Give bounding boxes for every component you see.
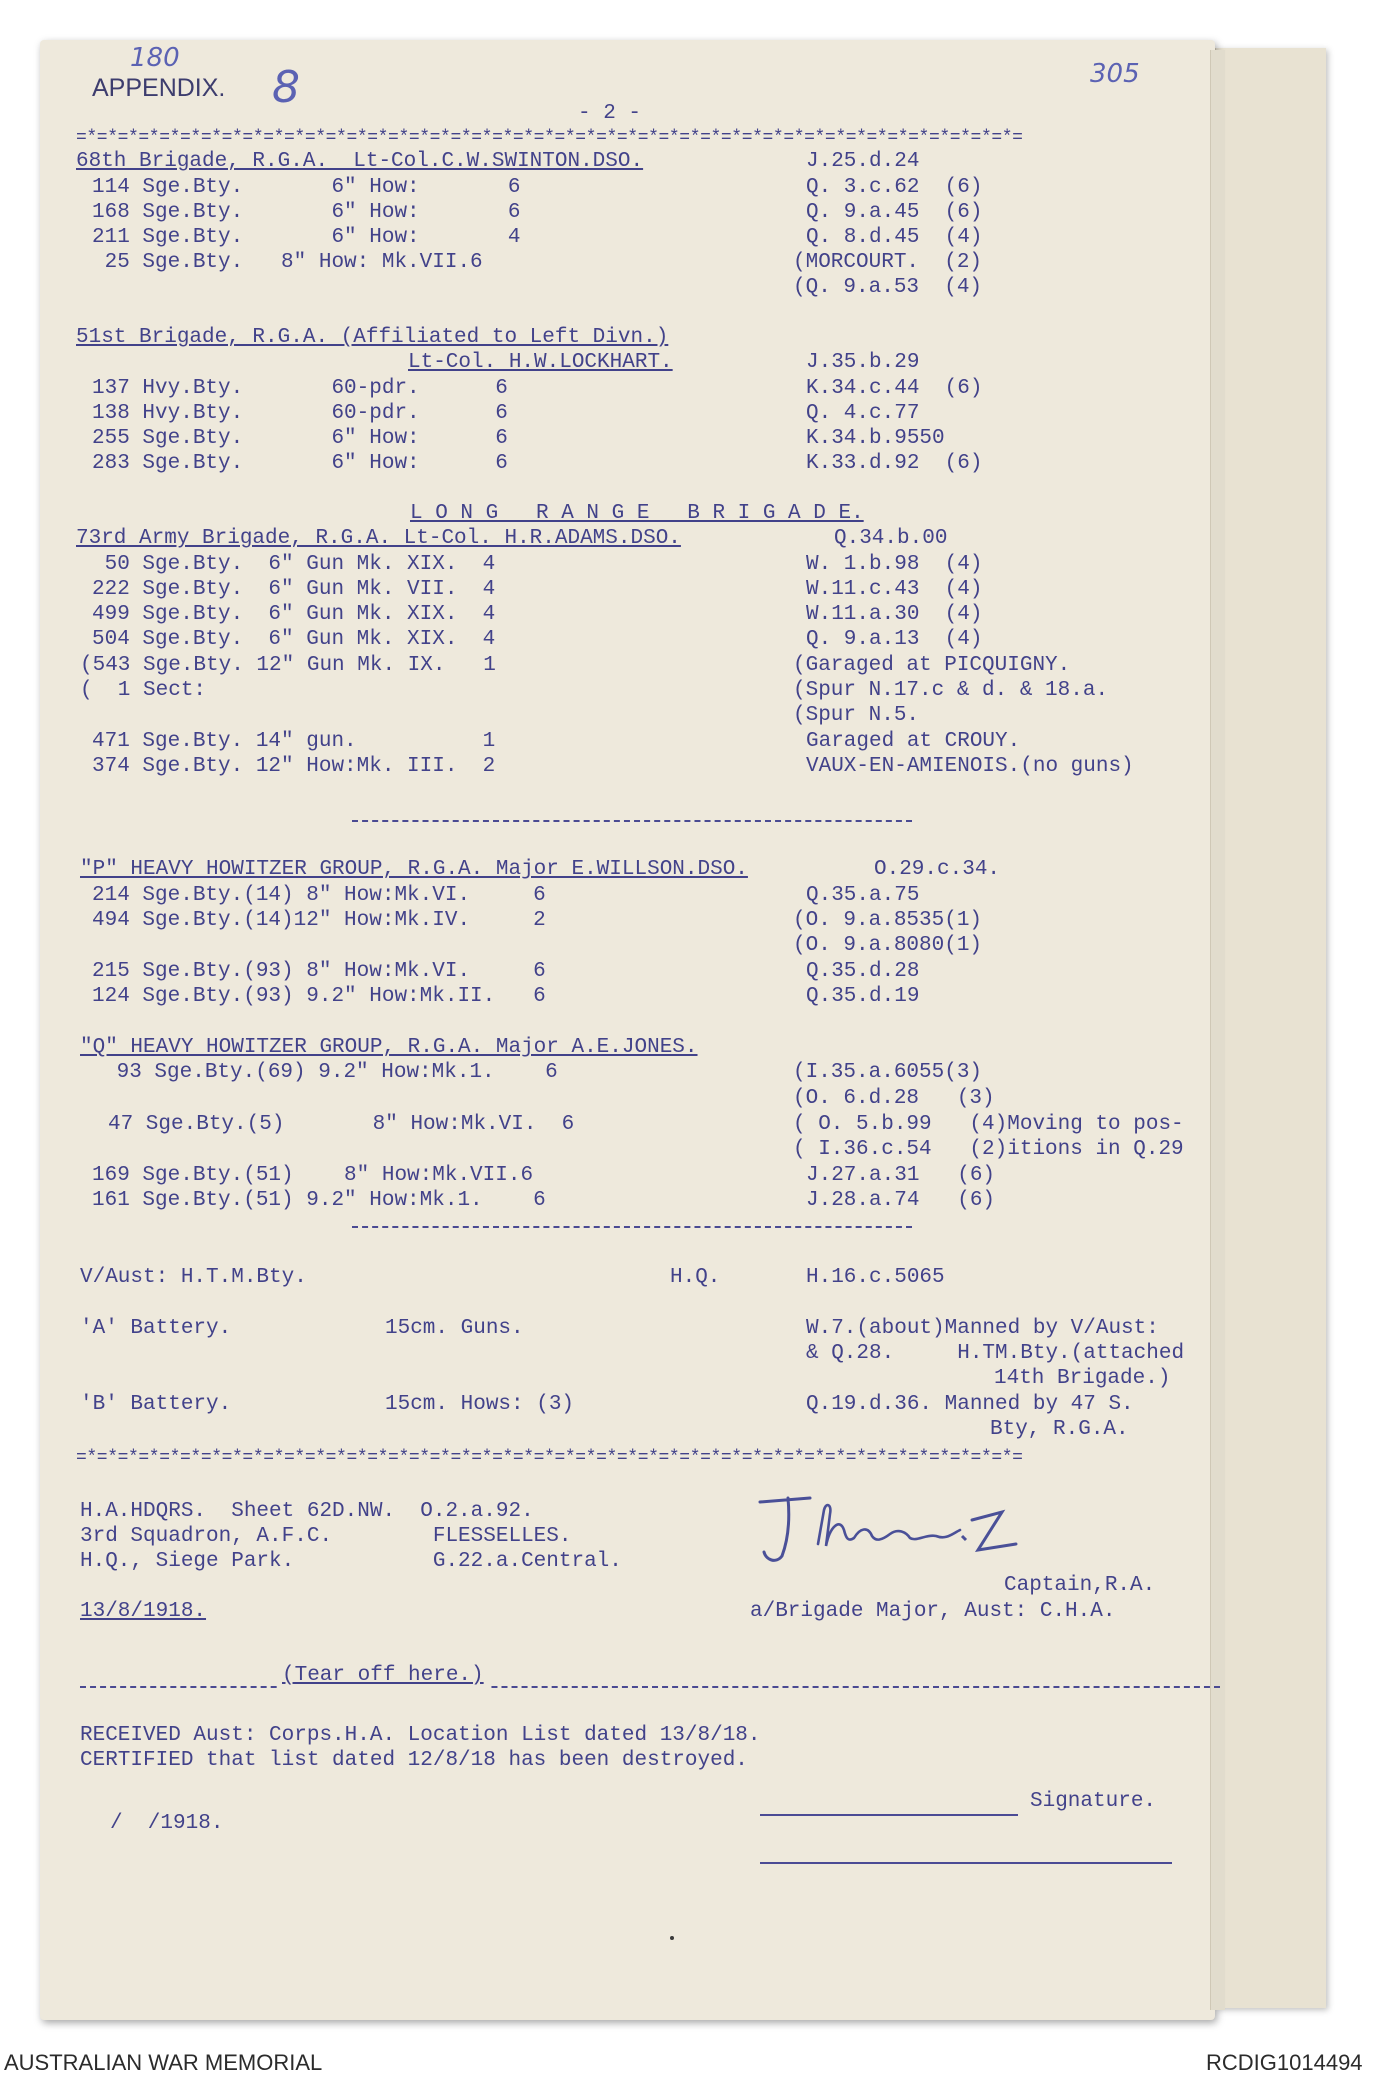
q-group-heading: "Q" HEAVY HOWITZER GROUP, R.G.A. Major A.E.JONES. xyxy=(80,1036,698,1059)
battery-row: 471 Sge.Bty. 14" gun. 1 xyxy=(92,730,496,753)
hq-address-line: H.Q., Siege Park. G.22.a.Central. xyxy=(80,1550,622,1573)
appendix-number-handwritten: 8 xyxy=(272,62,300,113)
battery-row: 168 Sge.Bty. 6" How: 6 xyxy=(92,201,521,224)
battery-location: (MORCOURT. (2) xyxy=(793,251,983,274)
battery-location: ( I.36.c.54 (2)itions in Q.29 xyxy=(793,1138,1184,1161)
htm-hq-label: H.Q. xyxy=(670,1266,721,1289)
appendix-label: APPENDIX. xyxy=(92,74,226,102)
battery-row: 124 Sge.Bty.(93) 9.2" How:Mk.II. 6 xyxy=(92,985,546,1008)
signatory-role: a/Brigade Major, Aust: C.H.A. xyxy=(750,1600,1116,1623)
battery-row: (543 Sge.Bty. 12" Gun Mk. IX. 1 xyxy=(80,654,496,677)
signature-blank-line xyxy=(760,1862,1172,1864)
b-battery-location: Bty, R.G.A. xyxy=(990,1418,1129,1441)
battery-row: 283 Sge.Bty. 6" How: 6 xyxy=(92,452,508,475)
battery-row: 499 Sge.Bty. 6" Gun Mk. XIX. 4 xyxy=(92,603,496,626)
battery-row: 137 Hvy.Bty. 60-pdr. 6 xyxy=(92,377,508,400)
battery-row: 494 Sge.Bty.(14)12" How:Mk.IV. 2 xyxy=(92,909,546,932)
certified-line: CERTIFIED that list dated 12/8/18 has been destroyed. xyxy=(80,1749,748,1772)
battery-row: 214 Sge.Bty.(14) 8" How:Mk.VI. 6 xyxy=(92,884,546,907)
battery-row: ( 1 Sect: xyxy=(80,679,207,702)
battery-row: 255 Sge.Bty. 6" How: 6 xyxy=(92,427,508,450)
tear-off-label: (Tear off here.) xyxy=(278,1664,488,1688)
battery-location: VAUX-EN-AMIENOIS.(no guns) xyxy=(806,755,1134,778)
archive-record-id: RCDIG1014494 xyxy=(1206,2050,1363,2075)
battery-location: (Q. 9.a.53 (4) xyxy=(793,276,983,299)
battery-location: Q.35.d.19 xyxy=(806,985,920,1008)
battery-row: 222 Sge.Bty. 6" Gun Mk. VII. 4 xyxy=(92,578,496,601)
b-battery-location: Q.19.d.36. Manned by 47 S. xyxy=(806,1393,1134,1416)
signature-label: Signature. xyxy=(1030,1790,1157,1813)
battery-location: (Spur N.5. xyxy=(793,704,920,727)
blank-date: / /1918. xyxy=(110,1812,224,1835)
battery-row: 93 Sge.Bty.(69) 9.2" How:Mk.1. 6 xyxy=(104,1061,558,1084)
battery-row: 47 Sge.Bty.(5) 8" How:Mk.VI. 6 xyxy=(108,1113,575,1136)
b-battery-label: 'B' Battery. xyxy=(80,1393,232,1416)
battery-location: Q. 3.c.62 (6) xyxy=(806,176,983,199)
back-page-edge xyxy=(1215,48,1326,2008)
htm-battery-heading: V/Aust: H.T.M.Bty. xyxy=(80,1266,307,1289)
battery-location: (I.35.a.6055(3) xyxy=(793,1061,983,1084)
p-group-heading: "P" HEAVY HOWITZER GROUP, R.G.A. Major E.WILLSON.DSO. xyxy=(80,858,748,881)
battery-location: (O. 6.d.28 (3) xyxy=(793,1087,995,1110)
battery-location: (Garaged at PICQUIGNY. xyxy=(793,654,1071,677)
battery-row: 50 Sge.Bty. 6" Gun Mk. XIX. 4 xyxy=(92,553,496,576)
page-number: - 2 - xyxy=(578,102,642,125)
appendix-prefix-handwritten: 180 xyxy=(130,43,180,73)
brigade-51-location: J.35.b.29 xyxy=(806,351,920,374)
archive-institution: AUSTRALIAN WAR MEMORIAL xyxy=(4,2050,323,2075)
page-mark xyxy=(670,1936,674,1940)
brigade-73-heading: 73rd Army Brigade, R.G.A. Lt-Col. H.R.ADAMS.DSO. xyxy=(76,527,681,550)
hq-address-line: H.A.HDQRS. Sheet 62D.NW. O.2.a.92. xyxy=(80,1500,534,1523)
battery-row: 138 Hvy.Bty. 60-pdr. 6 xyxy=(92,402,508,425)
battery-location: W. 1.b.98 (4) xyxy=(806,553,983,576)
battery-location: Q. 9.a.13 (4) xyxy=(806,628,983,651)
battery-location: K.34.c.44 (6) xyxy=(806,377,983,400)
tear-off-line xyxy=(80,1686,1220,1688)
a-battery-label: 'A' Battery. xyxy=(80,1317,232,1340)
battery-row: 161 Sge.Bty.(51) 9.2" How:Mk.1. 6 xyxy=(92,1189,546,1212)
battery-location: K.33.d.92 (6) xyxy=(806,452,983,475)
battery-location: ( O. 5.b.99 (4)Moving to pos- xyxy=(793,1113,1184,1136)
battery-row: 215 Sge.Bty.(93) 8" How:Mk.VI. 6 xyxy=(92,960,546,983)
battery-row: 504 Sge.Bty. 6" Gun Mk. XIX. 4 xyxy=(92,628,496,651)
p-group-location: O.29.c.34. xyxy=(874,858,1001,881)
battery-location: Q.35.d.28 xyxy=(806,960,920,983)
top-separator: =*=*=*=*=*=*=*=*=*=*=*=*=*=*=*=*=*=*=*=*=*=*=*=*=*=*=*=*=*=*=*=*=*=*=*=*=*=*=*=*=*=*=*=*=*= xyxy=(76,128,1023,148)
brigade-73-location: Q.34.b.00 xyxy=(834,527,948,550)
signature-blank-line xyxy=(760,1814,1018,1816)
brigade-51-commander: Lt-Col. H.W.LOCKHART. xyxy=(408,351,673,374)
long-range-brigade-title: L O N G R A N G E B R I G A D E. xyxy=(410,502,864,525)
battery-location: W.11.a.30 (4) xyxy=(806,603,983,626)
battery-location: W.11.c.43 (4) xyxy=(806,578,983,601)
handwritten-signature xyxy=(740,1480,1070,1570)
a-battery-location: & Q.28. H.TM.Bty.(attached xyxy=(806,1342,1185,1365)
battery-location: Q. 4.c.77 xyxy=(806,402,920,425)
received-line: RECEIVED Aust: Corps.H.A. Location List dated 13/8/18. xyxy=(80,1724,761,1747)
brigade-51-heading: 51st Brigade, R.G.A. (Affiliated to Left Divn.) xyxy=(76,326,669,349)
brigade-68-heading: 68th Brigade, R.G.A. Lt-Col.C.W.SWINTON.DSO. xyxy=(76,150,644,173)
bottom-separator: =*=*=*=*=*=*=*=*=*=*=*=*=*=*=*=*=*=*=*=*=*=*=*=*=*=*=*=*=*=*=*=*=*=*=*=*=*=*=*=*=*=*=*=*=*= xyxy=(76,1448,1023,1468)
a-battery-location: W.7.(about)Manned by V/Aust: xyxy=(806,1317,1159,1340)
battery-location: K.34.b.9550 xyxy=(806,427,945,450)
htm-hq-location: H.16.c.5065 xyxy=(806,1266,945,1289)
signatory-rank: Captain,R.A. xyxy=(1004,1574,1156,1597)
battery-location: (O. 9.a.8080(1) xyxy=(793,934,983,957)
battery-row: 211 Sge.Bty. 6" How: 4 xyxy=(92,226,521,249)
battery-location: Q.35.a.75 xyxy=(806,884,920,907)
hq-address-line: 3rd Squadron, A.F.C. FLESSELLES. xyxy=(80,1525,572,1548)
folio-number-handwritten: 305 xyxy=(1090,59,1140,89)
battery-location: (Spur N.17.c & d. & 18.a. xyxy=(793,679,1109,702)
battery-location: J.28.a.74 (6) xyxy=(806,1189,996,1212)
document-date: 13/8/1918. xyxy=(80,1600,207,1623)
battery-location: Garaged at CROUY. xyxy=(806,730,1021,753)
battery-row: 169 Sge.Bty.(51) 8" How:Mk.VII.6 xyxy=(92,1164,534,1187)
b-battery-hows: 15cm. Hows: (3) xyxy=(385,1393,575,1416)
a-battery-guns: 15cm. Guns. xyxy=(385,1317,524,1340)
section-divider xyxy=(352,820,912,822)
battery-location: Q. 8.d.45 (4) xyxy=(806,226,983,249)
battery-row: 114 Sge.Bty. 6" How: 6 xyxy=(92,176,521,199)
section-divider xyxy=(352,1226,912,1228)
a-battery-location: 14th Brigade.) xyxy=(994,1367,1171,1390)
battery-location: J.27.a.31 (6) xyxy=(806,1164,996,1187)
battery-location: Q. 9.a.45 (6) xyxy=(806,201,983,224)
battery-location: (O. 9.a.8535(1) xyxy=(793,909,983,932)
brigade-68-location: J.25.d.24 xyxy=(806,150,920,173)
battery-row: 374 Sge.Bty. 12" How:Mk. III. 2 xyxy=(92,755,496,778)
battery-row: 25 Sge.Bty. 8" How: Mk.VII.6 xyxy=(92,251,483,274)
